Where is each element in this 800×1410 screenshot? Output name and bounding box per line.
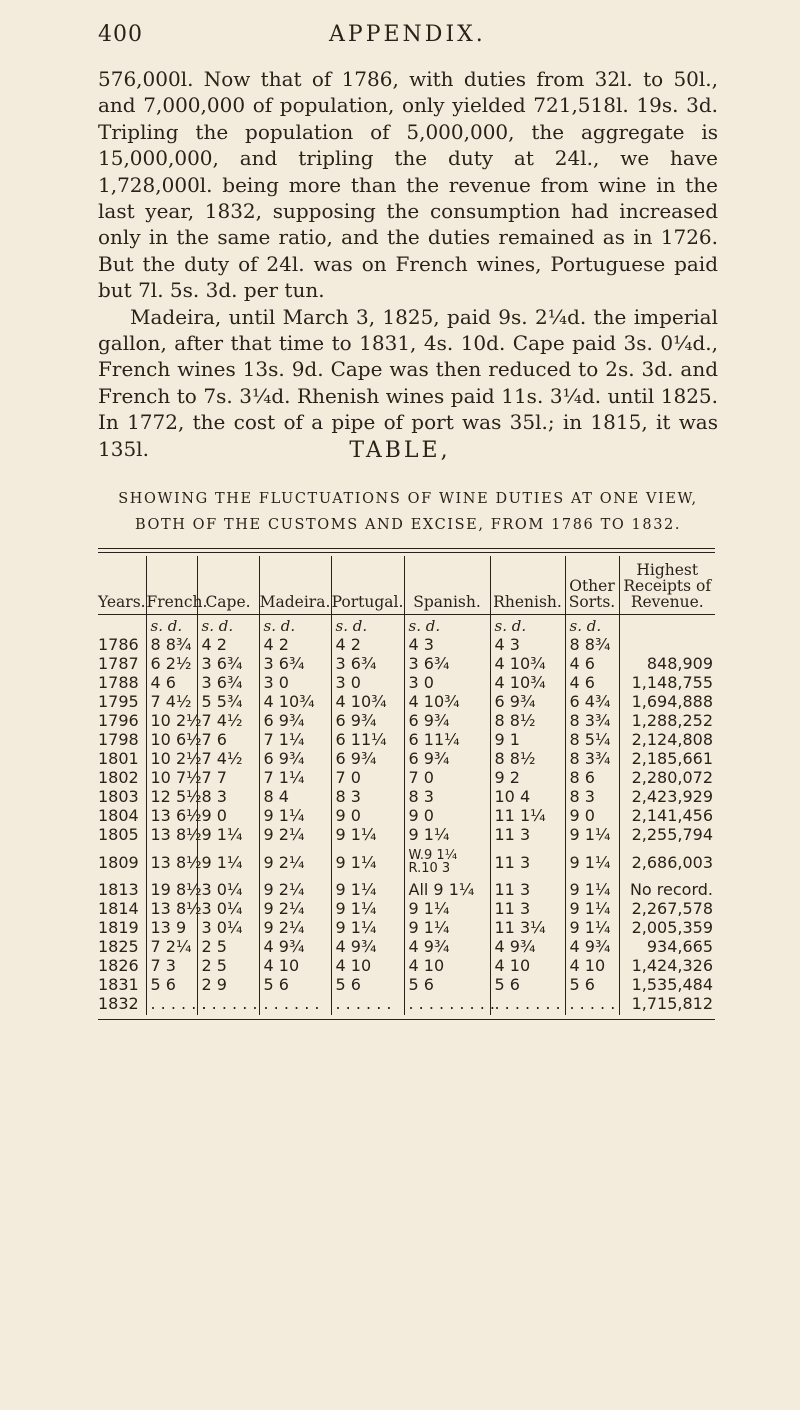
duty-cell: 4 6 (565, 654, 619, 673)
year-cell: 1786 (98, 635, 139, 654)
unit-cell: s. d. (197, 615, 259, 636)
duty-cell: 7 6 (197, 730, 259, 749)
duty-cell: 2 5 (197, 956, 259, 975)
unit-cell: s. d. (565, 615, 619, 636)
duty-cell: 10 6½ (146, 730, 197, 749)
year-cell: 1819 (98, 918, 139, 937)
duty-cell: 8 3¾ (565, 711, 619, 730)
duty-cell: 6 9¾ (331, 711, 404, 730)
table-top-rule (98, 548, 715, 549)
table-row (98, 635, 715, 654)
duty-cell: 13 6½ (146, 806, 197, 825)
table-row (98, 673, 715, 692)
duty-cell (404, 844, 490, 880)
table-top-rule (98, 552, 715, 553)
duty-cell: 9 0 (565, 806, 619, 825)
duty-cell: 4 10¾ (259, 692, 331, 711)
duty-cell: 4 2 (197, 635, 259, 654)
duty-cell: 11 3 (490, 825, 565, 844)
year-cell: 1796 (98, 711, 139, 730)
duty-cell: 7 2¼ (146, 937, 197, 956)
table-row (98, 975, 715, 994)
duty-cell: 7 3 (146, 956, 197, 975)
year-cell: 1805 (98, 825, 139, 844)
duty-cell: . . . . . . (331, 994, 404, 1015)
duty-cell: 8 8¾ (565, 635, 619, 654)
paragraph: Madeira, until March 3, 1825, paid 9s. 2¼d. the imperial gallon, after that time to 1831, 4s. 10d. Cape paid 3s. 0¼d., French wines 13s. 9d. Cape was then reduced to 2s. 3d. and French to 7s. 3¼d. Rhenish wines paid 11s. 3¼d. until 1825. In 1772, the cost of a pipe of port was 35l.; in 1815, it was 135l. (98, 304, 718, 461)
duty-cell: 9 1¼ (197, 825, 259, 844)
year-cell: 1813 (98, 880, 139, 899)
unit-cell (98, 615, 146, 636)
revenue-cell: 1,535,484 (619, 975, 715, 994)
duty-cell: 9 0 (197, 806, 259, 825)
duty-cell: 9 1¼ (331, 918, 404, 937)
year-cell: 1803 (98, 787, 139, 806)
duty-cell: 5 6 (404, 975, 490, 994)
duty-cell: 10 2½ (146, 711, 197, 730)
duty-cell: 4 10¾ (404, 692, 490, 711)
column-header: Portugal. (331, 556, 404, 615)
year-cell: 1826 (98, 956, 139, 975)
table-row (98, 918, 715, 937)
duty-cell: 6 11¼ (331, 730, 404, 749)
table-row (98, 749, 715, 768)
duty-cell: 3 0 (259, 673, 331, 692)
paragraph: 576,000l. Now that of 1786, with duties from 32l. to 50l., and 7,000,000 of population, only yielded 721,518l. 19s. 3d. Tripling the population of 5,000,000, the aggregate is 15,000,000, and tripling the duty at 24l., we have 1,728,000l. being more than the revenue from wine in the last year, 1832, supposing the consumption had increased only in the same ratio, and the duties remained as in 1726. But the duty of 24l. was on French wines, Portuguese paid but 7l. 5s. 3d. per tun. (98, 67, 718, 303)
duty-cell: 9 1 (490, 730, 565, 749)
revenue-cell: No record. (619, 880, 715, 899)
duty-cell: 5 6 (490, 975, 565, 994)
duty-cell: 8 5¼ (565, 730, 619, 749)
duty-cell: 7 0 (404, 768, 490, 787)
column-header: Madeira. (259, 556, 331, 615)
duty-cell: 9 1¼ (259, 806, 331, 825)
unit-cell: s. d. (490, 615, 565, 636)
duty-cell: 8 8¾ (146, 635, 197, 654)
duty-cell: 2 5 (197, 937, 259, 956)
duty-cell: 9 1¼ (331, 844, 404, 880)
revenue-cell: 2,255,794 (619, 825, 715, 844)
duty-cell: 9 1¼ (331, 899, 404, 918)
revenue-cell: 1,148,755 (619, 673, 715, 692)
duty-cell: 5 5¾ (197, 692, 259, 711)
duty-cell: 8 8½ (490, 749, 565, 768)
revenue-cell: 2,185,661 (619, 749, 715, 768)
duty-cell: 6 9¾ (404, 711, 490, 730)
duty-cell: 9 2¼ (259, 880, 331, 899)
column-header: Years. (98, 556, 146, 615)
table-row (98, 880, 715, 899)
table-row (98, 825, 715, 844)
revenue-cell: 2,686,003 (619, 844, 715, 880)
year-cell: 1814 (98, 899, 139, 918)
table-title: TABLE, (349, 438, 451, 463)
revenue-cell: 848,909 (619, 654, 715, 673)
column-header: French. (146, 556, 197, 615)
duty-cell: 3 0¼ (197, 880, 259, 899)
duty-cell: 4 3 (490, 635, 565, 654)
duty-cell: 6 11¼ (404, 730, 490, 749)
unit-cell: s. d. (259, 615, 331, 636)
table-row (98, 692, 715, 711)
units-row (98, 615, 715, 636)
duty-cell: 3 6¾ (404, 654, 490, 673)
duty-cell: 11 3 (490, 844, 565, 880)
duty-cell: . . . . . (565, 994, 619, 1015)
duty-cell: 3 6¾ (331, 654, 404, 673)
table-row (98, 844, 715, 880)
duty-cell: . . . . . . (197, 994, 259, 1015)
duty-cell: 5 6 (565, 975, 619, 994)
table-row (98, 806, 715, 825)
year-cell: 1798 (98, 730, 139, 749)
unit-cell: s. d. (404, 615, 490, 636)
running-title: APPENDIX. (329, 22, 486, 47)
duty-cell: 9 1¼ (404, 899, 490, 918)
duty-cell: 8 3 (565, 787, 619, 806)
wine-duties-table (98, 556, 715, 1015)
duty-cell: 6 2½ (146, 654, 197, 673)
duty-cell: 6 9¾ (404, 749, 490, 768)
duty-cell: 4 6 (565, 673, 619, 692)
duty-cell: 9 2¼ (259, 899, 331, 918)
duty-cell: 9 1¼ (565, 825, 619, 844)
year-cell: 1804 (98, 806, 139, 825)
duty-cell: 13 8½ (146, 825, 197, 844)
duty-cell: 9 0 (404, 806, 490, 825)
duty-cell: 4 9¾ (565, 937, 619, 956)
duty-cell: 3 0¼ (197, 918, 259, 937)
revenue-cell: 2,280,072 (619, 768, 715, 787)
table-body (98, 615, 715, 1016)
table-row (98, 956, 715, 975)
duty-cell: 5 6 (331, 975, 404, 994)
year-cell: 1802 (98, 768, 139, 787)
duty-cell: 13 8½ (146, 899, 197, 918)
duty-cell: 7 4½ (146, 692, 197, 711)
page-header (98, 22, 718, 52)
duty-cell: 9 1¼ (565, 918, 619, 937)
duty-cell: 11 3¼ (490, 918, 565, 937)
duty-cell: 4 10 (404, 956, 490, 975)
table-row (98, 768, 715, 787)
duty-cell: 9 2¼ (259, 825, 331, 844)
year-cell: 1809 (98, 852, 139, 872)
table-header-row (98, 556, 715, 615)
duty-cell: 6 9¾ (331, 749, 404, 768)
column-header: Other Sorts. (565, 556, 619, 615)
revenue-cell: 934,665 (619, 937, 715, 956)
revenue-cell: 2,005,359 (619, 918, 715, 937)
duty-cell: 10 2½ (146, 749, 197, 768)
duty-cell: 5 6 (146, 975, 197, 994)
duty-cell: 9 1¼ (331, 880, 404, 899)
duty-cell: 11 3 (490, 880, 565, 899)
duty-cell: 7 4½ (197, 749, 259, 768)
duty-cell: 4 10 (331, 956, 404, 975)
duty-cell: 8 8½ (490, 711, 565, 730)
duty-cell: 6 9¾ (490, 692, 565, 711)
duty-cell: 3 6¾ (259, 654, 331, 673)
duty-cell: 4 9¾ (259, 937, 331, 956)
revenue-cell: 1,424,326 (619, 956, 715, 975)
duty-cell: 4 10¾ (331, 692, 404, 711)
duty-cell: . . . . . . . (490, 994, 565, 1015)
unit-cell: s. d. (146, 615, 197, 636)
duty-cell: 10 4 (490, 787, 565, 806)
duty-cell: 4 10¾ (490, 654, 565, 673)
body-text (98, 66, 718, 462)
duty-cell: 8 3 (197, 787, 259, 806)
page-number: 400 (98, 22, 143, 47)
duty-cell: 4 9¾ (490, 937, 565, 956)
duty-cell: All 9 1¼ (404, 880, 490, 899)
revenue-cell: 1,694,888 (619, 692, 715, 711)
table-row (98, 711, 715, 730)
duty-cell: 7 0 (331, 768, 404, 787)
duty-cell: 8 6 (565, 768, 619, 787)
duty-cell-part: R.10 3 (408, 861, 451, 876)
duty-cell: 9 1¼ (565, 844, 619, 880)
duty-cell: 9 2¼ (259, 918, 331, 937)
revenue-cell: 1,288,252 (619, 711, 715, 730)
duty-cell: 2 9 (197, 975, 259, 994)
duty-cell: 7 4½ (197, 711, 259, 730)
duty-cell: 7 7 (197, 768, 259, 787)
duty-cell: 13 9 (146, 918, 197, 937)
year-cell: 1825 (98, 937, 139, 956)
column-header: Spanish. (404, 556, 490, 615)
duty-cell: . . . . . . (146, 994, 197, 1015)
revenue-cell: 2,141,456 (619, 806, 715, 825)
duty-cell: 11 1¼ (490, 806, 565, 825)
duty-cell: 8 3 (404, 787, 490, 806)
duty-cell: 4 6 (146, 673, 197, 692)
duty-cell: 6 4¾ (565, 692, 619, 711)
duty-cell: 3 6¾ (197, 673, 259, 692)
duty-cell: 11 3 (490, 899, 565, 918)
table-row (98, 730, 715, 749)
duty-cell: 10 7½ (146, 768, 197, 787)
duty-cell: 4 10 (565, 956, 619, 975)
duty-cell: 3 6¾ (197, 654, 259, 673)
duty-cell: 7 1¼ (259, 768, 331, 787)
duty-cell: 9 1¼ (404, 918, 490, 937)
duty-cell: 9 1¼ (565, 899, 619, 918)
table-row (98, 787, 715, 806)
table-row (98, 994, 715, 1015)
year-cell: 1795 (98, 692, 139, 711)
duty-cell: 4 10 (259, 956, 331, 975)
column-header: Cape. (197, 556, 259, 615)
revenue-cell (619, 635, 715, 654)
revenue-cell: 1,715,812 (619, 994, 715, 1015)
duty-cell: 8 3 (331, 787, 404, 806)
duty-cell: 4 10 (490, 956, 565, 975)
duty-cell: . . . . . . (259, 994, 331, 1015)
year-cell: 1832 (98, 994, 139, 1013)
duty-cell: 3 0 (404, 673, 490, 692)
duty-cell: 4 3 (404, 635, 490, 654)
year-cell: 1831 (98, 975, 139, 994)
duty-cell: 19 8½ (146, 880, 197, 899)
duty-cell: 9 1¼ (331, 825, 404, 844)
revenue-cell: 2,267,578 (619, 899, 715, 918)
table-subtitle: SHOWING THE FLUCTUATIONS OF WINE DUTIES AT ONE VIEW, BOTH OF THE CUSTOMS AND EXCISE, FROM 1786 TO 1832. (118, 491, 698, 533)
year-cell: 1788 (98, 673, 139, 692)
duty-cell-part: W.9 1¼ (408, 848, 458, 863)
unit-cell (619, 615, 715, 636)
duty-cell: 4 10¾ (490, 673, 565, 692)
duty-cell: 9 2¼ (259, 844, 331, 880)
table-row (98, 937, 715, 956)
duty-cell: 5 6 (259, 975, 331, 994)
column-header: Highest Receipts of Revenue. (619, 556, 715, 615)
duty-cell: 9 0 (331, 806, 404, 825)
duty-cell: 4 2 (259, 635, 331, 654)
duty-cell: 9 2 (490, 768, 565, 787)
duty-cell: 6 9¾ (259, 711, 331, 730)
duty-cell: 3 0¼ (197, 899, 259, 918)
year-cell: 1801 (98, 749, 139, 768)
duty-cell: 3 0 (331, 673, 404, 692)
duty-cell: 12 5½ (146, 787, 197, 806)
duty-cell: 9 1¼ (197, 844, 259, 880)
duty-cell: 7 1¼ (259, 730, 331, 749)
table-row (98, 899, 715, 918)
revenue-cell: 2,423,929 (619, 787, 715, 806)
duty-cell: 9 1¼ (404, 825, 490, 844)
year-cell: 1787 (98, 654, 139, 673)
table-row (98, 654, 715, 673)
table-bottom-rule (98, 1019, 715, 1020)
duty-cell: 6 9¾ (259, 749, 331, 768)
duty-cell: 13 8½ (146, 844, 197, 880)
duty-cell: 8 4 (259, 787, 331, 806)
duty-cell: 4 9¾ (331, 937, 404, 956)
duty-cell: 9 1¼ (565, 880, 619, 899)
duty-cell: 8 3¾ (565, 749, 619, 768)
duty-cell: 4 9¾ (404, 937, 490, 956)
unit-cell: s. d. (331, 615, 404, 636)
duty-cell: 4 2 (331, 635, 404, 654)
duty-cell: . . . . . . . . . (404, 994, 490, 1015)
column-header: Rhenish. (490, 556, 565, 615)
revenue-cell: 2,124,808 (619, 730, 715, 749)
